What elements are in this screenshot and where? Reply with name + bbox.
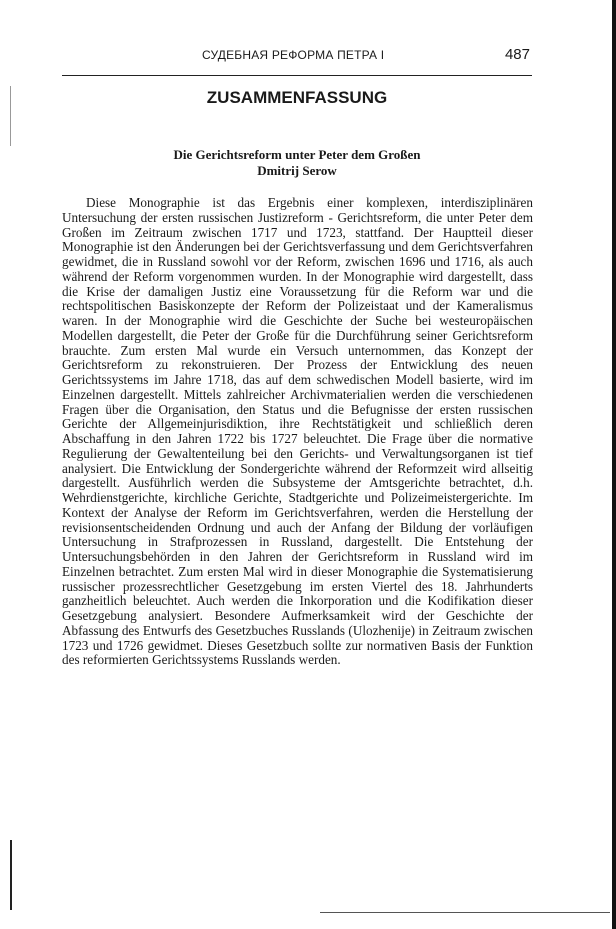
scan-margin-mark-lower [10,840,14,910]
running-header [62,46,532,68]
header-rule [62,75,532,76]
footer-rule [320,912,610,913]
section-title: ZUSAMMENFASSUNG [206,88,388,107]
page-number: 487 [504,46,530,63]
article-author: Dmitrij Serow [257,163,337,178]
article-body [62,196,533,668]
running-title: СУДЕБНАЯ РЕФОРМА ПЕТРА I [202,48,385,62]
scan-margin-mark [10,86,13,146]
page-edge-shadow [612,0,616,929]
body-paragraph: Diese Monographie ist das Ergebnis einer komplexen, interdisziplinären Untersuchung der ersten russischen Justizreform - Gerichtsreform, die unter Peter dem Großen im Zeitraum zwischen 1717 und 1723, stattfand. Der Hauptteil dieser Monographie ist den Änderungen bei der Gerichtsverfassung und dem Gerichtsverfahren gewidmet, die in Russland sowohl vor der Reform, zwischen 1696 und 1716, als auch während der Reform vorgenommen wurden. In der Monographie wird dargestellt, dass die Krise der damaligen Justiz eine Voraussetzung für die Reform war und die rechtspolitischen Basiskonzepte der Reform der Polizeistaat und der Kameralismus waren. In der Monographie wird die Geschichte der Suche bei westeuropäischen Modellen dargestellt, die Peter der Große für die Durchführung seiner Gerichtsreform brauchte. Zum ersten Mal wurde ein Versuch unternommen, das Konzept der Gerichtsreform zu rekonstruieren. Der Prozess der Entwicklung des neuen Gerichtssystems im Jahre 1718, das auf dem schwedischen Modell basierte, wird im Einzelnen dargestellt. Mittels zahlreicher Archivmaterialien werden die verschiedenen Fragen über die Organisation, den Status und die Befugnisse der ersten russischen Gerichte der Allgemeinjurisdiktion, ihre Rechtstätigkeit und schließlich deren Abschaffung in den Jahren 1722 bis 1727 beleuchtet. Die Frage über die normative Regulierung der Gewaltenteilung bei den Gerichts- und Verwaltungsorganen ist tief analysiert. Die Entwicklung der Sondergerichte während der Reformzeit wird allseitig dargestellt. Ausführlich werden die Subsysteme der Amtsgerichte betrachtet, d.h. Wehrdienstgerichte, kirchliche Gerichte, Stadtgerichte und Polizeimeistergerichte. Im Kontext der Analyse der Reform im Gerichtsverfahren, werden die Herstellung der revisionsentscheidenden Ordnung und auch der Anfang der Bildung der vorläufigen Untersuchung in Strafprozessen in Russland, dargestellt. Die Entstehung der Untersuchungsbehörden in den Jahren der Gerichtsreform in Russland wird im Einzelnen betrachtet. Zum ersten Mal wird in dieser Monographie die Systematisierung russischer prozessrechtlicher Gesetzgebung im ersten Viertel des 18. Jahrhunderts ganzheitlich beleuchtet. Auch werden die Inkorporation und die Kodifikation dieser Gesetzgebung analysiert. Besondere Aufmerksamkeit wird der Geschichte der Abfassung des Entwurfs des Gesetzbuches Russlands (Ulozhenije) in Zeitraum zwischen 1723 und 1726 gewidmet. Dieses Gesetzbuch sollte zur normativen Basis der Funktion des reformierten Gerichtssystems Russlands werden. [62,195,533,668]
article-title: Die Gerichtsreform unter Peter dem Großen [173,147,421,162]
